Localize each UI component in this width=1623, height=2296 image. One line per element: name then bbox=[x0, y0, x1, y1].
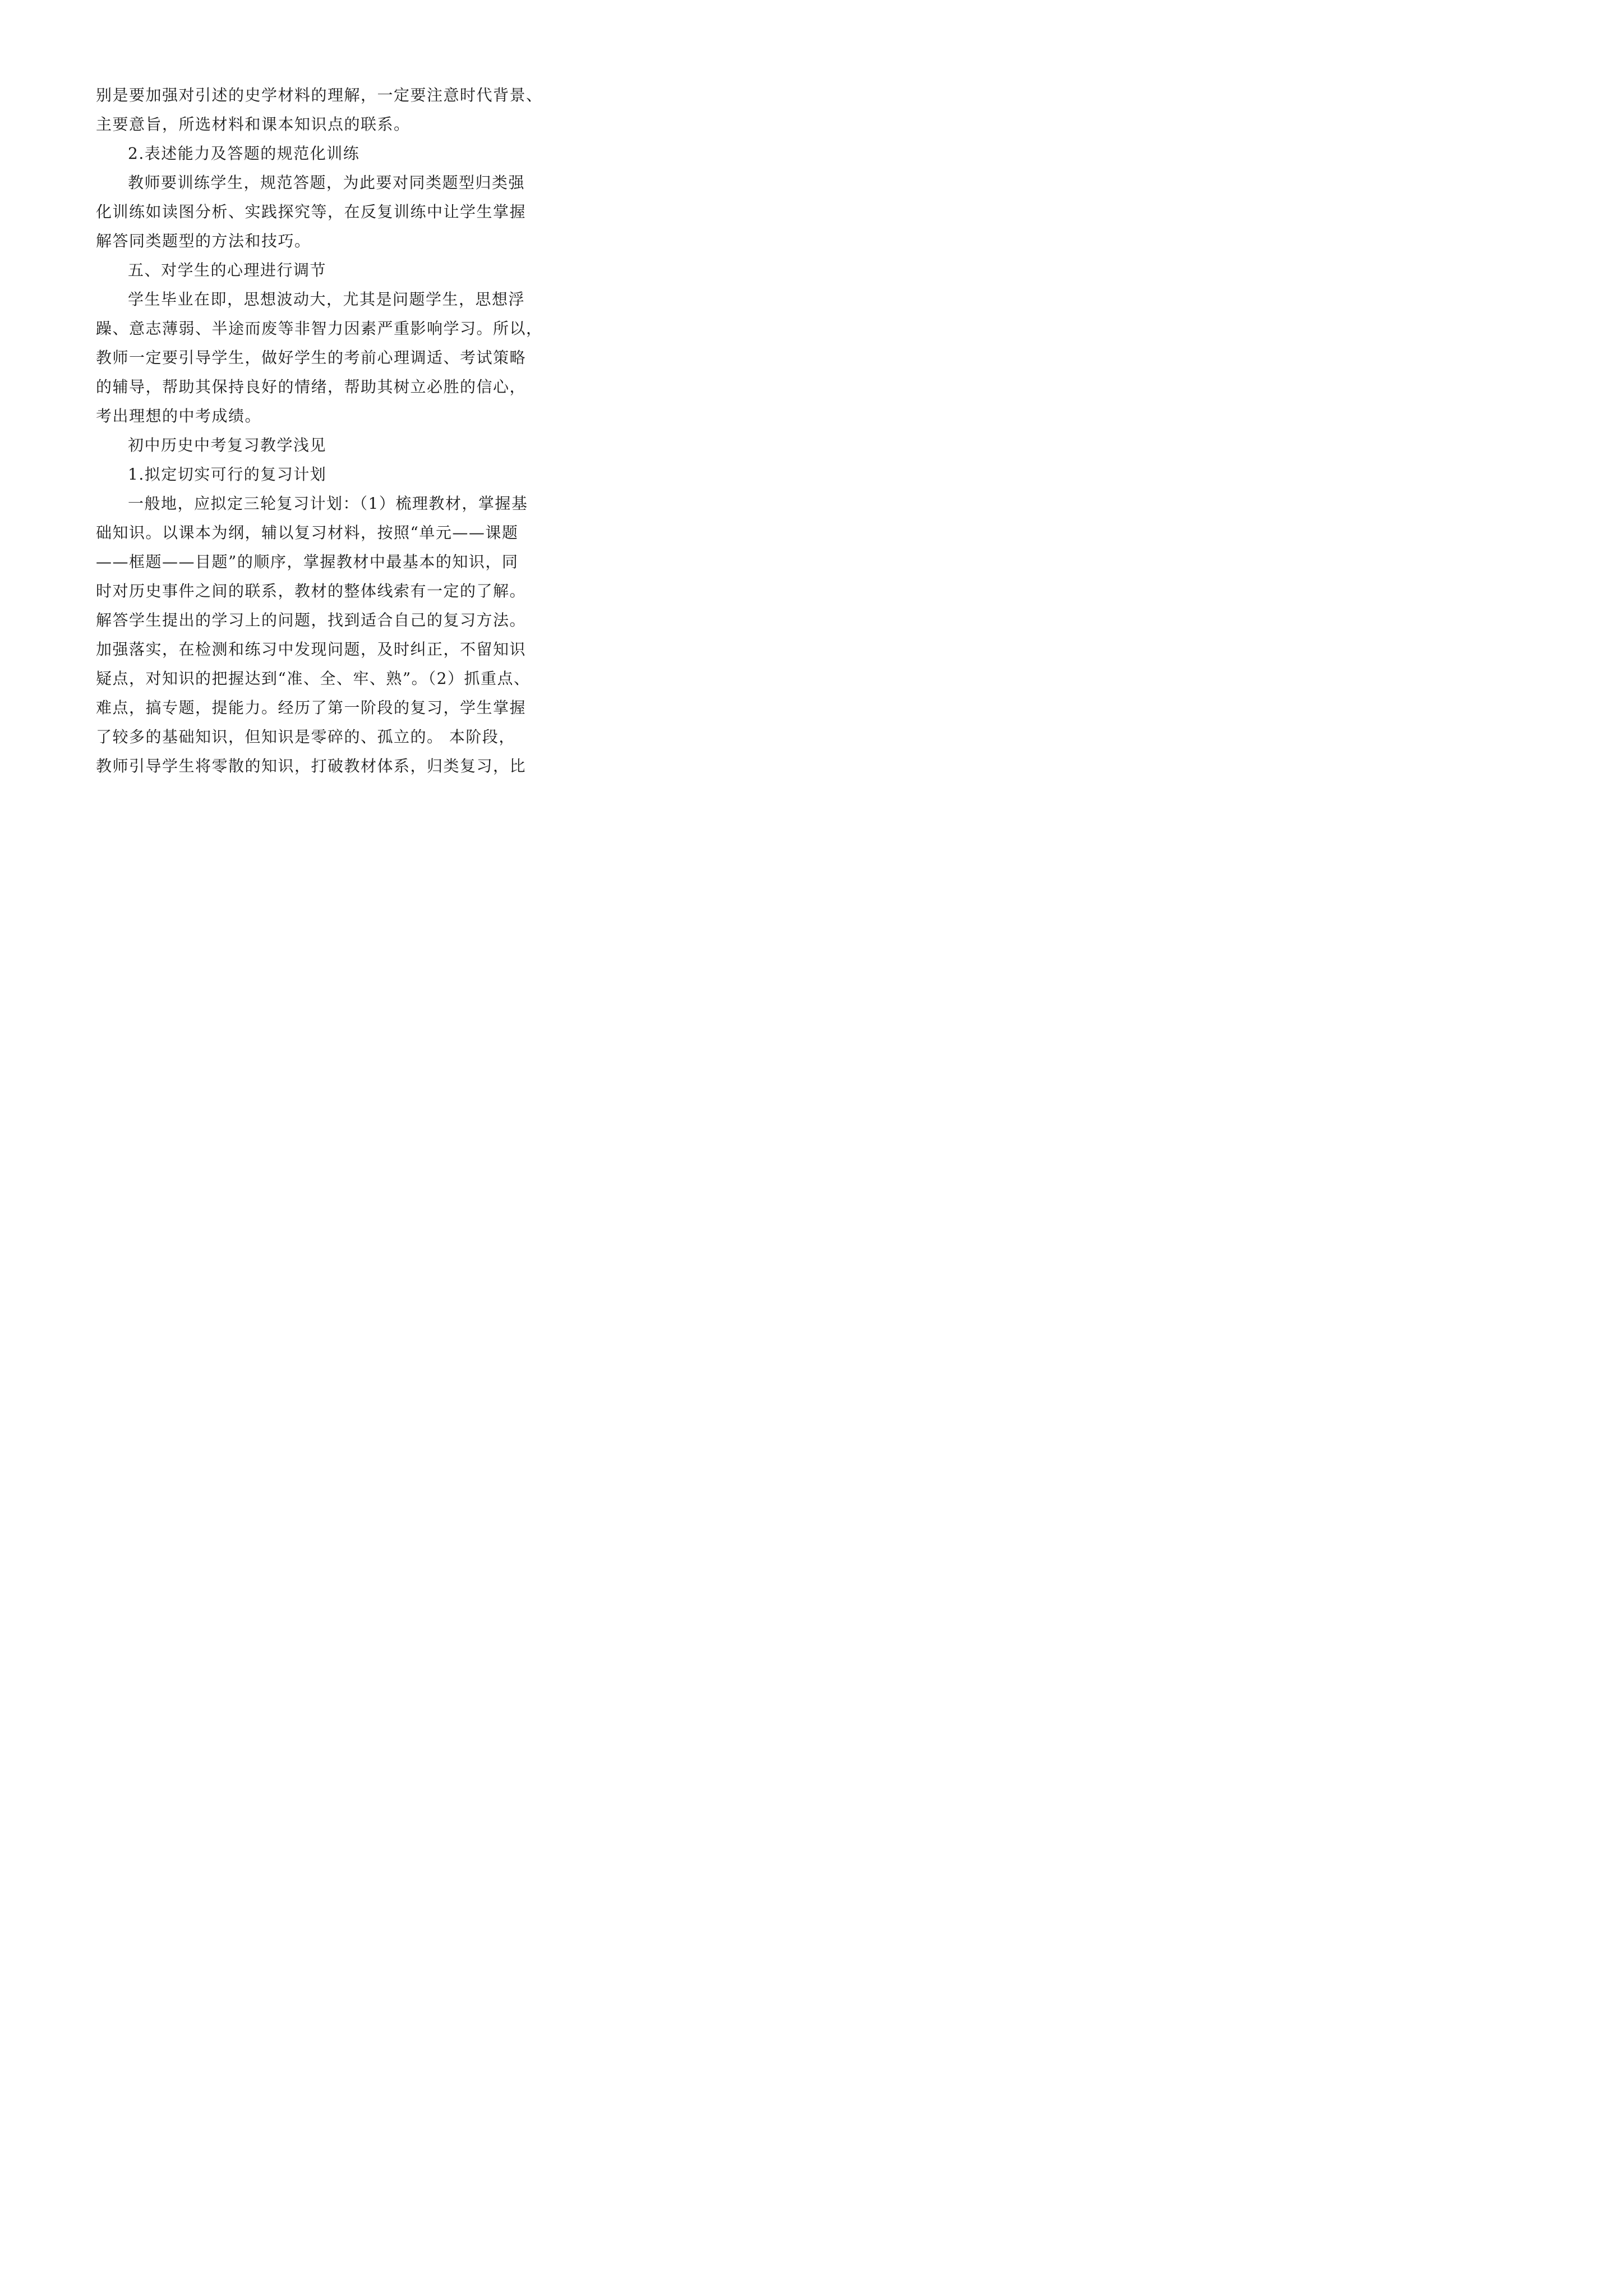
text-line: 教师要训练学生，规范答题，为此要对同类题型归类强 bbox=[128, 173, 525, 192]
text-line: 教师一定要引导学生，做好学生的考前心理调适、考试策略 bbox=[96, 348, 527, 367]
article-title: 初中历史中考复习教学浅见 bbox=[128, 436, 327, 454]
text-line: 疑点，对知识的把握达到“准、全、牢、熟”。（2）抓重点、 bbox=[96, 669, 531, 688]
text-line: 了较多的基础知识，但知识是零碎的、孤立的。 本阶段， bbox=[96, 728, 515, 746]
text-line: 学生毕业在即，思想波动大，尤其是问题学生，思想浮 bbox=[128, 290, 525, 309]
text-line: 教师引导学生将零散的知识，打破教材体系，归类复习，比 bbox=[96, 757, 527, 775]
text-line: 别是要加强对引述的史学材料的理解，一定要注意时代背景、 bbox=[96, 86, 543, 104]
text-line: 时对历史事件之间的联系，教材的整体线索有一定的了解。 bbox=[96, 582, 527, 600]
text-line: 一般地，应拟定三轮复习计划：（1）梳理教材，掌握基 bbox=[128, 494, 528, 513]
text-line: 础知识。以课本为纲，辅以复习材料，按照“单元——课题 bbox=[96, 523, 519, 542]
document-page bbox=[0, 0, 617, 873]
text-line: 难点，搞专题，提能力。经历了第一阶段的复习，学生掌握 bbox=[96, 698, 527, 717]
text-line: 加强落实，在检测和练习中发现问题，及时纠正，不留知识 bbox=[96, 640, 527, 659]
text-line: 解答同类题型的方法和技巧。 bbox=[96, 232, 311, 250]
section-heading: 五、对学生的心理进行调节 bbox=[128, 261, 327, 279]
text-line: 考出理想的中考成绩。 bbox=[96, 407, 262, 425]
section-heading: 1.拟定切实可行的复习计划 bbox=[128, 465, 327, 484]
text-line: ——框题——目题”的顺序，掌握教材中最基本的知识，同 bbox=[96, 553, 519, 571]
text-line: 解答学生提出的学习上的问题，找到适合自己的复习方法。 bbox=[96, 611, 527, 629]
text-line: 化训练如读图分析、实践探究等，在反复训练中让学生掌握 bbox=[96, 203, 527, 221]
text-line: 躁、意志薄弱、半途而废等非智力因素严重影响学习。所以， bbox=[96, 319, 543, 338]
section-heading: 2.表述能力及答题的规范化训练 bbox=[128, 144, 360, 163]
text-line: 主要意旨，所选材料和课本知识点的联系。 bbox=[96, 115, 411, 134]
text-line: 的辅导，帮助其保持良好的情绪，帮助其树立必胜的信心， bbox=[96, 378, 527, 396]
